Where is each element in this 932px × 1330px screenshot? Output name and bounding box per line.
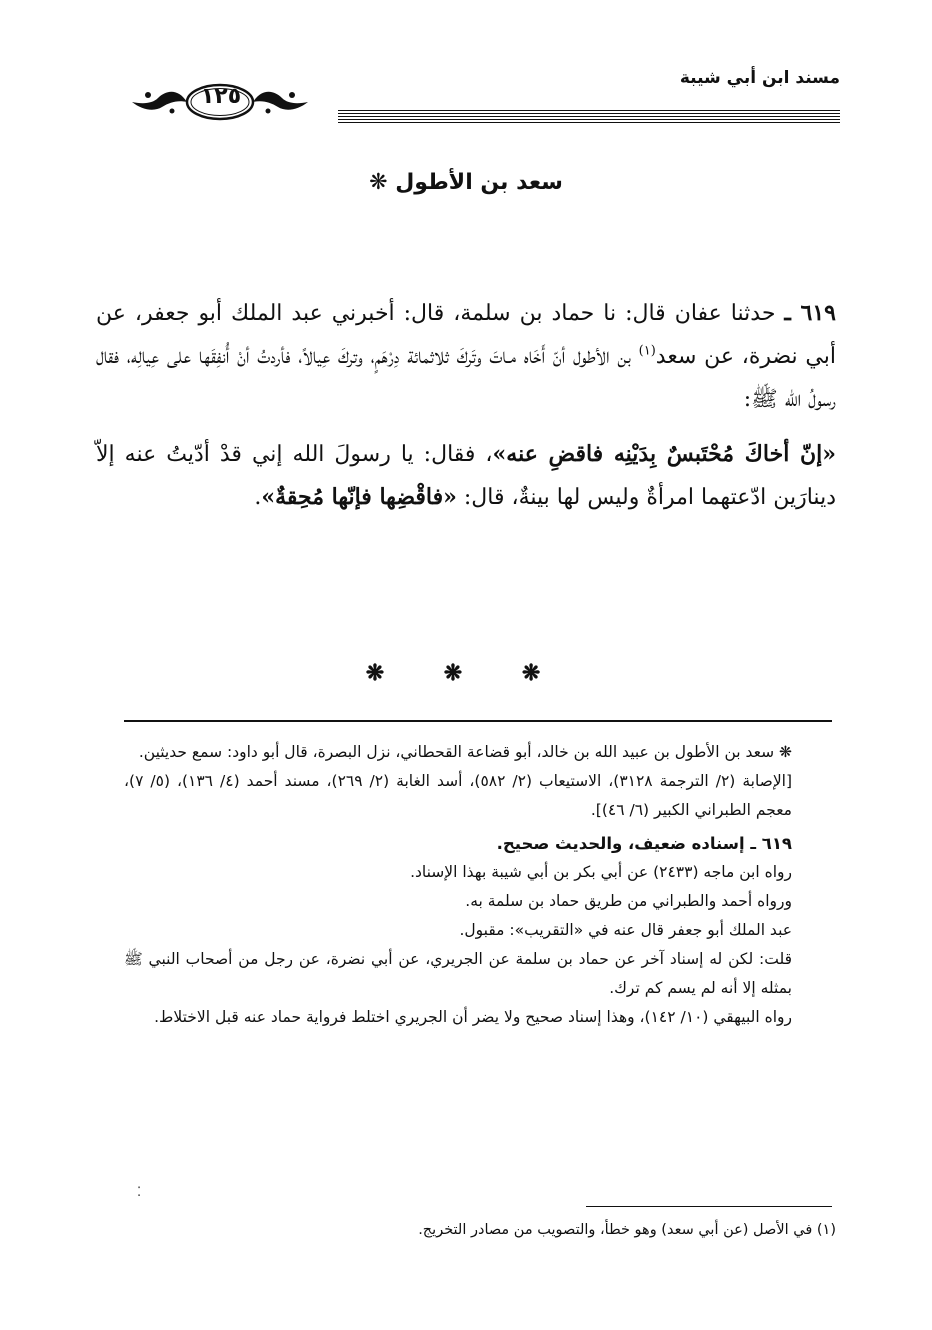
chapter-title: سعد بن الأطول ❋: [369, 170, 563, 195]
header-rule: [338, 110, 840, 124]
prophetic-quote-2: «فاقْضِها فإنّها مُحِقةٌ»: [261, 484, 457, 510]
paragraph-2: [96, 433, 836, 519]
note-line: رواه البيهقي (١٠/ ١٤٢)، وهذا إسناد صحيح ولا يضر أن الجريري اختلط فرواية حماد عنه قبل الاختلاط.: [154, 1008, 792, 1026]
stray-mark: ⁚: [137, 1185, 142, 1200]
footnote-separator: [586, 1206, 832, 1207]
note-line: رواه ابن ماجه (٢٤٣٣) عن أبي بكر بن أبي شيبة بهذا الإسناد.: [410, 863, 792, 881]
note-biography: ❋ سعد بن الأطول بن عبيد الله بن خالد، أبو قضاعة القحطاني، نزل البصرة، قال أبو داود: سمع حديثين.: [138, 743, 792, 761]
paragraph-1-text-a: حدثنا عفان قال: نا حماد بن سلمة، قال: أخبرني عبد الملك أبو جعفر، عن أبي نضرة، عن سعد: [96, 301, 836, 369]
paragraph-1: [96, 292, 836, 421]
note-hadith-heading: ٦١٩ ـ إسناده ضعيف، والحديث صحيح.: [496, 834, 792, 853]
editor-notes: [124, 738, 792, 1032]
note-line: ورواه أحمد والطبراني من طريق حماد بن سلمة به.: [465, 892, 792, 910]
section-divider-stars: ❋ ❋ ❋: [365, 660, 567, 686]
running-title: مسند ابن أبي شيبة: [679, 68, 840, 88]
footnote: (١) في الأصل (عن أبي سعد) وهو خطأ، والتصويب من مصادر التخريج.: [418, 1222, 836, 1238]
hadith-text: [96, 292, 836, 519]
paragraph-2-text: ، فقال: يا رسولَ الله إني قدْ أدّيتُ عنه إلاّ دينارَين ادّعتهما امرأةٌ وليس لها بينةٌ، قال:: [96, 442, 836, 510]
note-line: قلت: لكن له إسناد آخر عن حماد بن سلمة عن الجريري، عن أبي نضرة، عن رجل من أصحاب النبي ﷺ بمثله إلا أنه لم يسم كم ترك.: [124, 950, 792, 997]
paragraph-1-text-b: بن الأطول أنّ أَخَاه مـاتَ وتَركَ ثلاثمائة دِرْهَمٍ، وتركَ عِيالاً، فأردتُ أنْ أُنفِقَها على عِيالِه، فقال رسولُ الله ﷺ:: [96, 344, 836, 412]
prophetic-quote-1: «إنّ أخاكَ مُحْتَبسٌ بِدَيْنِه فاقضِ عنه»: [492, 441, 836, 467]
note-references: [الإصابة (٢/ الترجمة ٣١٢٨)، الاستيعاب (٢/ ٥٨٢)، أسد الغابة (٢/ ٢٦٩)، مسند أحمد (٤/ ١٣٦)، (٥/ ٧)، معجم الطبراني الكبير (٦/ ٤٦)].: [124, 772, 793, 819]
note-line: عبد الملك أبو جعفر قال عنه في «التقريب»: مقبول.: [459, 921, 792, 939]
paragraph-2-end: .: [254, 485, 262, 510]
hadith-number: ٦١٩ ـ: [784, 300, 836, 326]
page-number: ١٢٥: [200, 84, 242, 109]
footnote-marker: (١): [638, 343, 656, 359]
notes-separator: [124, 720, 832, 722]
